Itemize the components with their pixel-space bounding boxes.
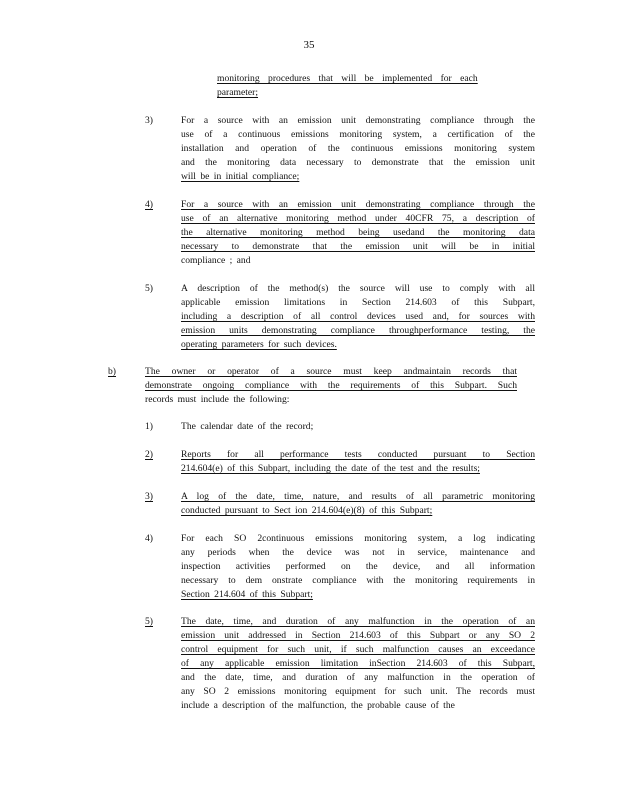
text-line: parameter; xyxy=(217,87,259,98)
text-line: include a description of the malfunction, the probable cause of the xyxy=(181,700,455,711)
item-number: 3) xyxy=(145,491,153,502)
item-number: 4) xyxy=(145,199,153,210)
text-line: monitoring procedures that will be implemented for each xyxy=(217,73,478,84)
text-line: conducted pursuant to Sect ion 214.604(e)(8) of this Subpart; xyxy=(181,505,433,516)
text-line: including a description of all control devices used and, for sources with xyxy=(181,311,535,322)
item-paragraph xyxy=(181,448,535,476)
section-b-text xyxy=(145,365,517,407)
text-line: demonstrate ongoing compliance with the requirements of this Subpart. Such xyxy=(145,380,517,391)
text-line: The owner or operator of a source must keep andmaintain records that xyxy=(145,366,517,377)
item-number: 4) xyxy=(145,533,153,544)
text-line: compliance ; and xyxy=(181,255,251,266)
text-line: the alternative monitoring method being usedand the monitoring data xyxy=(181,227,535,238)
item-paragraph xyxy=(181,615,535,713)
item-paragraph xyxy=(181,490,535,518)
text-line: The calendar date of the record; xyxy=(181,421,314,432)
text-line: For a source with an emission unit demonstrating compliance through the xyxy=(181,199,535,210)
item-paragraph xyxy=(181,198,535,268)
text-line: records must include the following: xyxy=(145,394,290,405)
text-line: installation and operation of the continuous emissions monitoring system xyxy=(181,143,535,154)
item-paragraph xyxy=(181,282,535,352)
item-number: 5) xyxy=(145,616,153,627)
text-line: of any applicable emission limitation inSection 214.603 of this Subpart, xyxy=(181,658,535,669)
page-number: 35 xyxy=(303,39,315,51)
text-line: operating parameters for such devices. xyxy=(181,339,337,350)
text-line: will be in initial compliance; xyxy=(181,171,300,182)
text-line: The date, time, and duration of any malfunction in the operation of an xyxy=(181,616,535,627)
text-line: necessary to dem onstrate compliance with the monitoring requirements in xyxy=(181,575,535,586)
text-line: use of a continuous emissions monitoring system, a certification of the xyxy=(181,129,535,140)
text-line: any periods when the device was not in service, maintenance and xyxy=(181,547,535,558)
text-line: and the monitoring data necessary to demonstrate that the emission unit xyxy=(181,157,535,168)
item-number: 2) xyxy=(145,449,153,460)
text-line: any SO 2 emissions monitoring equipment for such unit. The records must xyxy=(181,686,535,697)
text-line: A description of the method(s) the source will use to comply with all xyxy=(181,283,535,294)
text-line: For a source with an emission unit demonstrating compliance through the xyxy=(181,115,535,126)
text-line: For each SO 2continuous emissions monitoring system, a log indicating xyxy=(181,533,535,544)
text-line: 214.604(e) of this Subpart, including the date of the test and the results; xyxy=(181,463,480,474)
text-line: emission units demonstrating compliance throughperformance testing, the xyxy=(181,325,535,336)
section-b-label: b) xyxy=(108,366,116,377)
item-paragraph xyxy=(181,532,535,602)
text-line: Section 214.604 of this Subpart; xyxy=(181,589,313,600)
text-line: use of an alternative monitoring method under 40CFR 75, a description of xyxy=(181,213,535,224)
text-line: emission unit addressed in Section 214.603 of this Subpart or any SO 2 xyxy=(181,630,535,641)
text-line: and the date, time, and duration of any malfunction in the operation of xyxy=(181,672,535,683)
text-line: Reports for all performance tests conducted pursuant to Section xyxy=(181,449,535,460)
item-number: 3) xyxy=(145,115,153,126)
text-line: control equipment for such unit, if such malfunction causes an exceedance xyxy=(181,644,535,655)
text-line: applicable emission limitations in Section 214.603 of this Subpart, xyxy=(181,297,535,308)
text-line: A log of the date, time, nature, and results of all parametric monitoring xyxy=(181,491,535,502)
item-number: 5) xyxy=(145,283,153,294)
item-paragraph xyxy=(181,420,535,434)
continuation-text xyxy=(217,72,497,100)
item-number: 1) xyxy=(145,421,153,432)
item-paragraph xyxy=(181,114,535,184)
text-line: necessary to demonstrate that the emission unit will be in initial xyxy=(181,241,535,252)
text-line: inspection activities performed on the device, and all information xyxy=(181,561,535,572)
